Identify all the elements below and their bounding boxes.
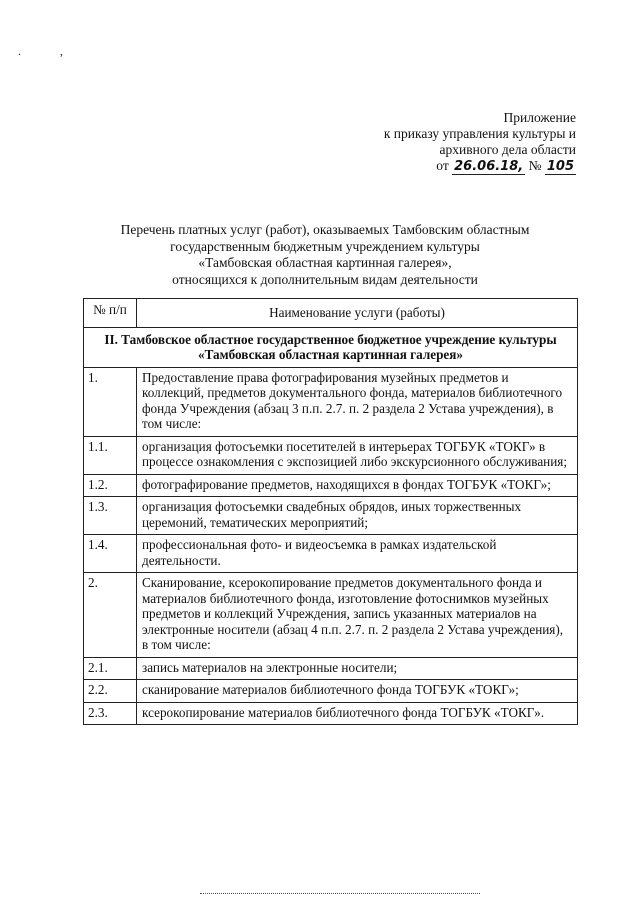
row-number: 2. xyxy=(84,573,137,658)
row-number: 1.4. xyxy=(84,535,137,573)
table-row xyxy=(84,680,578,703)
appendix-header xyxy=(316,110,576,175)
scan-bottom-marks xyxy=(200,893,480,896)
row-service-name: организация фотосъемки свадебных обрядов, иных торжественных церемоний, тематических мероприятий; xyxy=(137,497,578,535)
date-prefix: от xyxy=(436,158,449,173)
table-row xyxy=(84,702,578,725)
row-number: 2.3. xyxy=(84,702,137,725)
title-line-4: относящихся к дополнительным видам деятельности xyxy=(172,271,478,287)
scan-marks: . , xyxy=(18,44,81,58)
title-line-1: Перечень платных услуг (работ), оказываемых Тамбовским областным xyxy=(120,222,530,237)
header-number: № п/п xyxy=(84,299,137,328)
appendix-order-ref: к приказу управления культуры и xyxy=(383,126,576,141)
row-number: 1.2. xyxy=(84,474,137,497)
row-service-name: Предоставление права фотографирования музейных предметов и коллекций, предметов документального фонда, материалов библиотечного фонда Учреждения (абзац 3 п.п. 2.7. п. 2 раздела 2 Устава учреждения), в том числе: xyxy=(137,367,578,436)
row-service-name: фотографирование предметов, находящихся в фондах ТОГБУК «ТОКГ»; xyxy=(137,474,578,497)
table-row xyxy=(84,657,578,680)
table-row xyxy=(84,535,578,573)
row-number: 2.2. xyxy=(84,680,137,703)
table-body xyxy=(84,327,578,725)
appendix-department: архивного дела области xyxy=(439,142,576,157)
row-service-name: запись материалов на электронные носители; xyxy=(137,657,578,680)
title-line-3: «Тамбовская областная картинная галерея», xyxy=(198,255,452,270)
row-number: 2.1. xyxy=(84,657,137,680)
handwritten-number: 105 xyxy=(546,159,574,174)
section-heading: II. Тамбовское областное государственное бюджетное учреждение культуры «Тамбовская областная картинная галерея» xyxy=(84,327,578,367)
table-row xyxy=(84,497,578,535)
document-title xyxy=(90,222,560,288)
row-service-name: ксерокопирование материалов библиотечного фонда ТОГБУК «ТОКГ». xyxy=(137,702,578,725)
table-row xyxy=(84,573,578,658)
row-service-name: профессиональная фото- и видеосъемка в рамках издательской деятельности. xyxy=(137,535,578,573)
appendix-title: Приложение xyxy=(503,110,576,125)
number-prefix: № xyxy=(528,158,542,173)
table-header-row xyxy=(84,299,578,328)
section-row xyxy=(84,327,578,367)
row-service-name: сканирование материалов библиотечного фонда ТОГБУК «ТОКГ»; xyxy=(137,680,578,703)
row-number: 1.3. xyxy=(84,497,137,535)
services-table xyxy=(83,298,578,725)
row-service-name: организация фотосъемки посетителей в интерьерах ТОГБУК «ТОКГ» в процессе ознакомления с экспозицией либо экскурсионного обслуживания; xyxy=(137,436,578,474)
table-row xyxy=(84,474,578,497)
table-row xyxy=(84,367,578,436)
row-number: 1.1. xyxy=(84,436,137,474)
header-service-name: Наименование услуги (работы) xyxy=(137,299,578,328)
row-service-name: Сканирование, ксерокопирование предметов документального фонда и материалов библиотечного фонда, изготовление фотоснимков музейных предметов и коллекций Учреждения, запись указанных материалов на электронные носители (абзац 4 п.п. 2.7. п. 2 раздела 2 Устава учреждения), в том числе: xyxy=(137,573,578,658)
title-line-2: государственным бюджетным учреждением культуры xyxy=(170,238,480,254)
handwritten-date: 26.06.18, xyxy=(454,159,524,174)
appendix-date-line xyxy=(316,158,576,175)
table-row xyxy=(84,436,578,474)
row-number: 1. xyxy=(84,367,137,436)
